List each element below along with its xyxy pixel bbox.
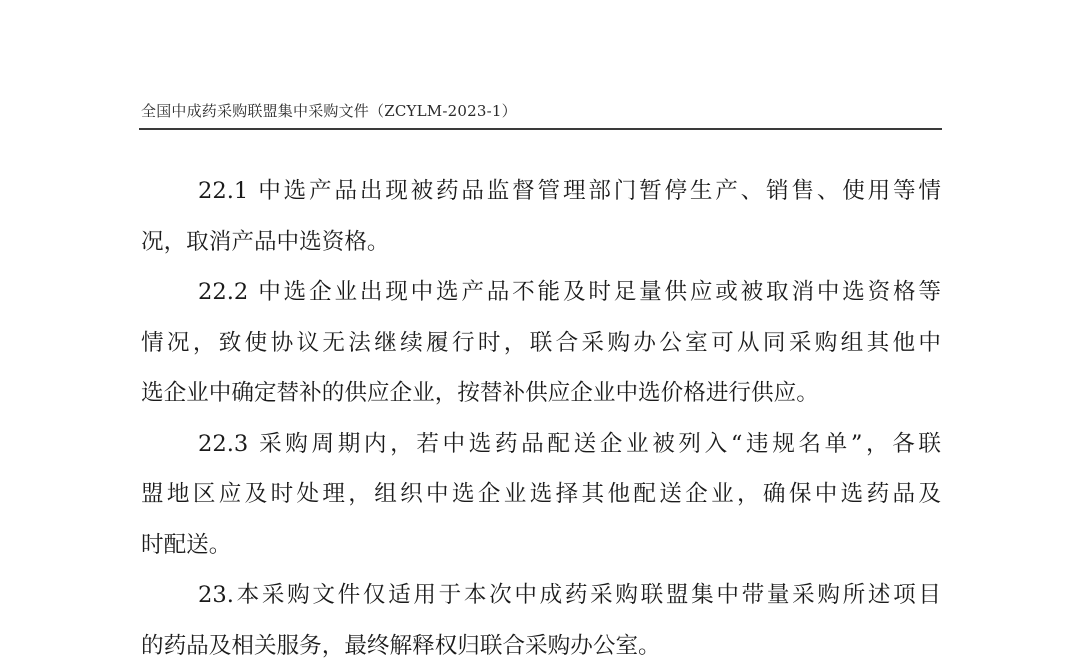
- paragraph-22-3: [141, 419, 941, 571]
- paragraph-line: 况，取消产品中选资格。: [141, 228, 390, 255]
- paragraph-line: 时配送。: [141, 531, 232, 558]
- paragraph-line: 22.3 采购周期内，若中选药品配送企业被列入“违规名单”，各联: [198, 430, 941, 457]
- paragraph-23: [141, 570, 941, 671]
- document-body: [141, 166, 941, 671]
- header-divider: [139, 128, 942, 130]
- paragraph-22-2: [141, 267, 941, 419]
- paragraph-line: 盟地区应及时处理，组织中选企业选择其他配送企业，确保中选药品及: [141, 481, 941, 507]
- paragraph-22-1: [141, 166, 941, 267]
- document-header: 全国中成药采购联盟集中采购文件（ZCYLM-2023-1）: [141, 102, 517, 120]
- paragraph-line: 选企业中确定替补的供应企业，按替补供应企业中选价格进行供应。: [141, 380, 819, 406]
- paragraph-line: 22.1 中选产品出现被药品监督管理部门暂停生产、销售、使用等情: [198, 178, 941, 204]
- paragraph-line: 的药品及相关服务，最终解释权归联合采购办公室。: [141, 632, 661, 659]
- paragraph-line: 23.本采购文件仅适用于本次中成药采购联盟集中带量采购所述项目: [198, 582, 941, 608]
- paragraph-line: 情况，致使协议无法继续履行时，联合采购办公室可从同采购组其他中: [141, 329, 941, 356]
- paragraph-line: 22.2 中选企业出现中选产品不能及时足量供应或被取消中选资格等: [198, 279, 941, 305]
